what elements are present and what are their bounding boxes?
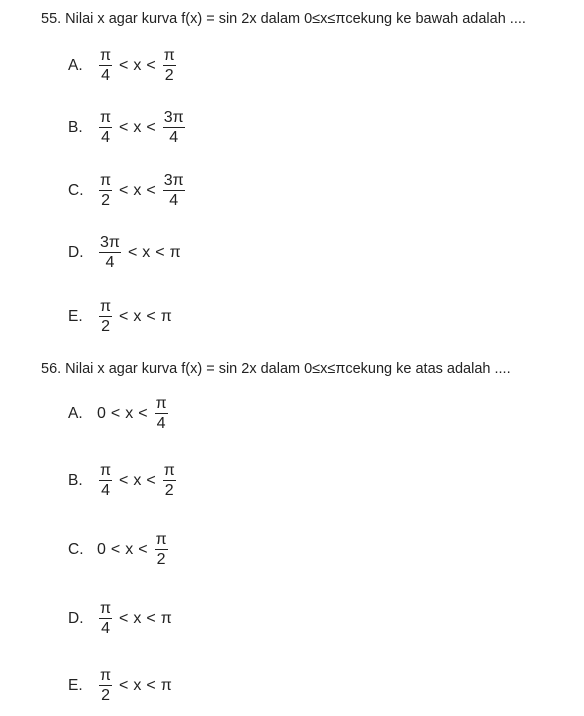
- option-letter: A.: [68, 404, 83, 422]
- question-56-text: 56. Nilai x agar kurva f(x) = sin 2x dalam 0≤x≤πcekung ke atas adalah ....: [41, 361, 511, 377]
- right-bound: π: [160, 676, 172, 694]
- right-fraction: $\frac{\pi}{4}$: [155, 395, 167, 433]
- left-fraction: $\frac{3\pi}{4}$: [100, 234, 120, 272]
- q55-option-b[interactable]: [68, 109, 187, 146]
- left-fraction: $\frac{\pi}{4}$: [100, 600, 112, 638]
- less-than-sign: <: [119, 471, 129, 489]
- option-letter: C.: [68, 181, 84, 199]
- variable-x: x: [133, 307, 142, 325]
- right-bound: π: [160, 307, 172, 325]
- option-letter: E.: [68, 676, 83, 694]
- less-than-sign: <: [127, 243, 138, 261]
- less-than-sign: <: [138, 540, 148, 558]
- right-fraction: $\frac{3\pi}{4}$: [163, 172, 184, 210]
- option-letter: C.: [68, 540, 84, 558]
- q55-option-c[interactable]: [68, 172, 187, 209]
- less-than-sign: <: [119, 676, 129, 694]
- left-fraction: $\frac{\pi}{2}$: [100, 172, 112, 210]
- less-than-sign: <: [146, 471, 156, 489]
- right-fraction: $\frac{\pi}{2}$: [163, 47, 175, 85]
- variable-x: x: [125, 404, 134, 422]
- less-than-sign: <: [155, 243, 165, 261]
- less-than-sign: <: [138, 404, 148, 422]
- question-55-text: 55. Nilai x agar kurva f(x) = sin 2x dalam 0≤x≤πcekung ke bawah adalah ....: [41, 11, 526, 27]
- variable-x: x: [133, 118, 142, 136]
- option-letter: A.: [68, 56, 83, 74]
- left-fraction: $\frac{\pi}{4}$: [100, 47, 112, 85]
- right-bound: π: [169, 243, 181, 261]
- left-fraction: $\frac{\pi}{4}$: [100, 109, 112, 147]
- q55-option-d[interactable]: [68, 234, 181, 271]
- option-letter: B.: [68, 118, 83, 136]
- variable-x: x: [133, 56, 142, 74]
- option-letter: B.: [68, 471, 83, 489]
- option-letter: D.: [68, 609, 84, 627]
- less-than-sign: <: [110, 540, 121, 558]
- less-than-sign: <: [146, 609, 156, 627]
- variable-x: x: [142, 243, 151, 261]
- q55-option-e[interactable]: [68, 298, 172, 335]
- q55-option-a[interactable]: [68, 47, 178, 84]
- q56-option-d[interactable]: [68, 600, 172, 637]
- less-than-sign: <: [146, 676, 156, 694]
- left-bound: 0: [97, 404, 106, 422]
- option-letter: D.: [68, 243, 84, 261]
- less-than-sign: <: [110, 404, 121, 422]
- less-than-sign: <: [119, 307, 129, 325]
- variable-x: x: [133, 181, 142, 199]
- less-than-sign: <: [119, 56, 129, 74]
- q56-option-a[interactable]: [68, 395, 170, 432]
- q56-option-b[interactable]: [68, 462, 178, 499]
- right-fraction: $\frac{3\pi}{4}$: [163, 109, 184, 147]
- left-fraction: $\frac{\pi}{2}$: [100, 667, 112, 705]
- less-than-sign: <: [146, 118, 156, 136]
- variable-x: x: [133, 609, 142, 627]
- left-bound: 0: [97, 540, 106, 558]
- variable-x: x: [133, 676, 142, 694]
- right-fraction: $\frac{\pi}{2}$: [163, 462, 175, 500]
- left-fraction: $\frac{\pi}{4}$: [100, 462, 112, 500]
- variable-x: x: [133, 471, 142, 489]
- q56-option-c[interactable]: [68, 531, 170, 568]
- q56-option-e[interactable]: [68, 667, 172, 704]
- right-fraction: $\frac{\pi}{2}$: [155, 531, 167, 569]
- option-letter: E.: [68, 307, 83, 325]
- less-than-sign: <: [146, 307, 156, 325]
- less-than-sign: <: [119, 609, 129, 627]
- less-than-sign: <: [119, 118, 129, 136]
- variable-x: x: [125, 540, 134, 558]
- left-fraction: $\frac{\pi}{2}$: [100, 298, 112, 336]
- less-than-sign: <: [146, 56, 156, 74]
- right-bound: π: [160, 609, 172, 627]
- less-than-sign: <: [119, 181, 129, 199]
- less-than-sign: <: [146, 181, 156, 199]
